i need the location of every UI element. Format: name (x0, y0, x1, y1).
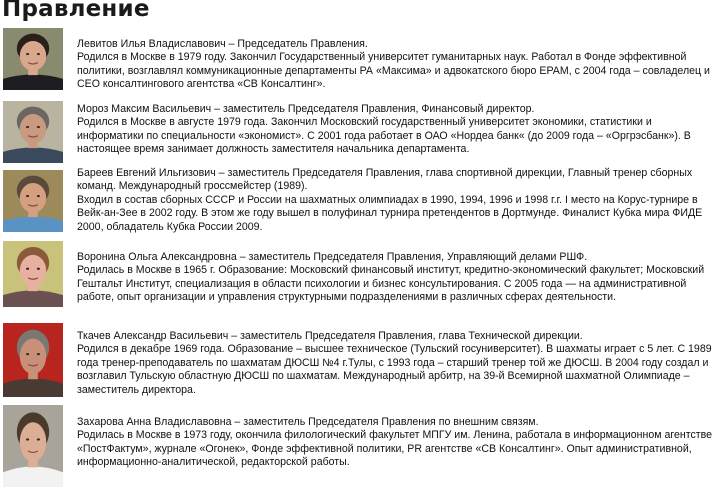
photo-face (20, 183, 46, 213)
portrait-image (3, 323, 63, 397)
member-name-title: Мороз Максим Васильевич – заместитель Председателя Правления, Финансовый директор. (77, 103, 535, 115)
photo-face (20, 41, 46, 71)
member-bio: Родился в Москве в 1979 году. Закончил Государственный университет гуманитарных наук. Работал в Фонде эффективной политики, возглавлял коммуникационные департаменты РА «Максима» и адвокатского бюро ЕРАМ, с 2004 года – совладелец и СЕО консалтингового агентства «СВ Консалтинг». (77, 51, 710, 91)
photo-face (20, 339, 46, 375)
photo-eye (37, 126, 40, 128)
photo-clothes (3, 467, 63, 488)
page-title: Правление (2, 0, 150, 22)
member-photo (3, 28, 63, 90)
photo-clothes (3, 379, 63, 398)
photo-clothes (3, 291, 63, 308)
portrait-image (3, 101, 63, 163)
member-bio: Родилась в Москве в 1965 г. Образование: Московский финансовый институт, кредитно-экономический факультет; Московский Гештальт Институт, специализация в области психологии и бизнес консультирования. С 2005 года — на административной работе, опыт организации и управления структурными подразделениями в различных сферах деятельности. (77, 264, 705, 304)
photo-eye (37, 195, 40, 197)
photo-clothes (3, 148, 63, 164)
photo-eye (26, 268, 29, 270)
photo-face (20, 114, 46, 144)
portrait-image (3, 28, 63, 90)
member-photo (3, 323, 63, 397)
member-bio: Родился в Москве в августе 1979 года. Закончил Московский государственный университет экономики, статистики и информатики по специальности «экономист». С 2001 года работает в ОАО «Нордеа банк« (до 2009 года – «Оргрэсбанк»). В настоящее время занимает должность заместителя начальника департамента. (77, 116, 691, 156)
photo-clothes (3, 217, 63, 233)
photo-eye (37, 53, 40, 55)
member-name-title: Захарова Анна Владиславовна – заместитель Председателя Правления по внешним связям. (77, 416, 539, 428)
member-bio: Родился в декабре 1969 года. Образование – высшее техническое (Тульский госуниверситет). В шахматы играет с 5 лет. С 1989 года тренер-преподаватель по шахматам ДЮСШ №4 г.Тулы, с 1993 года – старший тренер той же ДЮСШ. В 2004 году создал и возглавил Тульскую областную ДЮСШ по шахматам. Международный арбитр, на 39-й Всемирной шахматной Олимпиаде – заместитель директора. (77, 343, 712, 396)
member-bio: Родилась в Москве в 1973 году, окончила филологический факультет МПГУ им. Ленина, работала в информационном агентстве «ПостФактум», журнале «Огонек», Фонде эффективной политики, PR агентстве «СВ Консалтинг». Опыт административной, информационно-аналитической, редакторской работы. (77, 429, 713, 469)
photo-clothes (3, 75, 63, 91)
photo-eye (26, 53, 29, 55)
member-photo (3, 101, 63, 163)
photo-eye (37, 353, 40, 355)
photo-eye (26, 438, 29, 440)
member-photo (3, 241, 63, 307)
member-name-title: Бареев Евгений Ильгизович – заместитель Председателя Правления, глава спортивной дирекции, Главный тренер сборных команд. Международный гроссмейстер (1989). (77, 167, 693, 193)
photo-face (20, 255, 46, 287)
member-photo (3, 405, 63, 487)
photo-eye (26, 353, 29, 355)
member-name-title: Левитов Илья Владиславович – Председатель Правления. (77, 38, 368, 50)
member-photo (3, 170, 63, 232)
portrait-image (3, 170, 63, 232)
member-bio: Входил в состав сборных СССР и России на шахматных олимпиадах в 1990, 1994, 1996 и 1998 г.г. I место на Корус-турнире в Вейк-ан-Зее в 2002 году. В этом же году вышел в полуфинал турнира претендентов в Дортмунде. Финалист Кубка мира ФИДЕ 2000, обладатель Кубка России 2009. (77, 193, 703, 233)
photo-eye (37, 268, 40, 270)
portrait-image (3, 405, 63, 487)
photo-eye (37, 438, 40, 440)
photo-eye (26, 126, 29, 128)
member-name-title: Воронина Ольга Александровна – заместитель Председателя Правления, Управляющий делами РШФ. (77, 251, 588, 263)
photo-eye (26, 195, 29, 197)
photo-face (20, 422, 46, 461)
portrait-image (3, 241, 63, 307)
member-name-title: Ткачев Александр Васильевич – заместитель Председателя Правления, глава Технической дирекции. (77, 330, 583, 342)
